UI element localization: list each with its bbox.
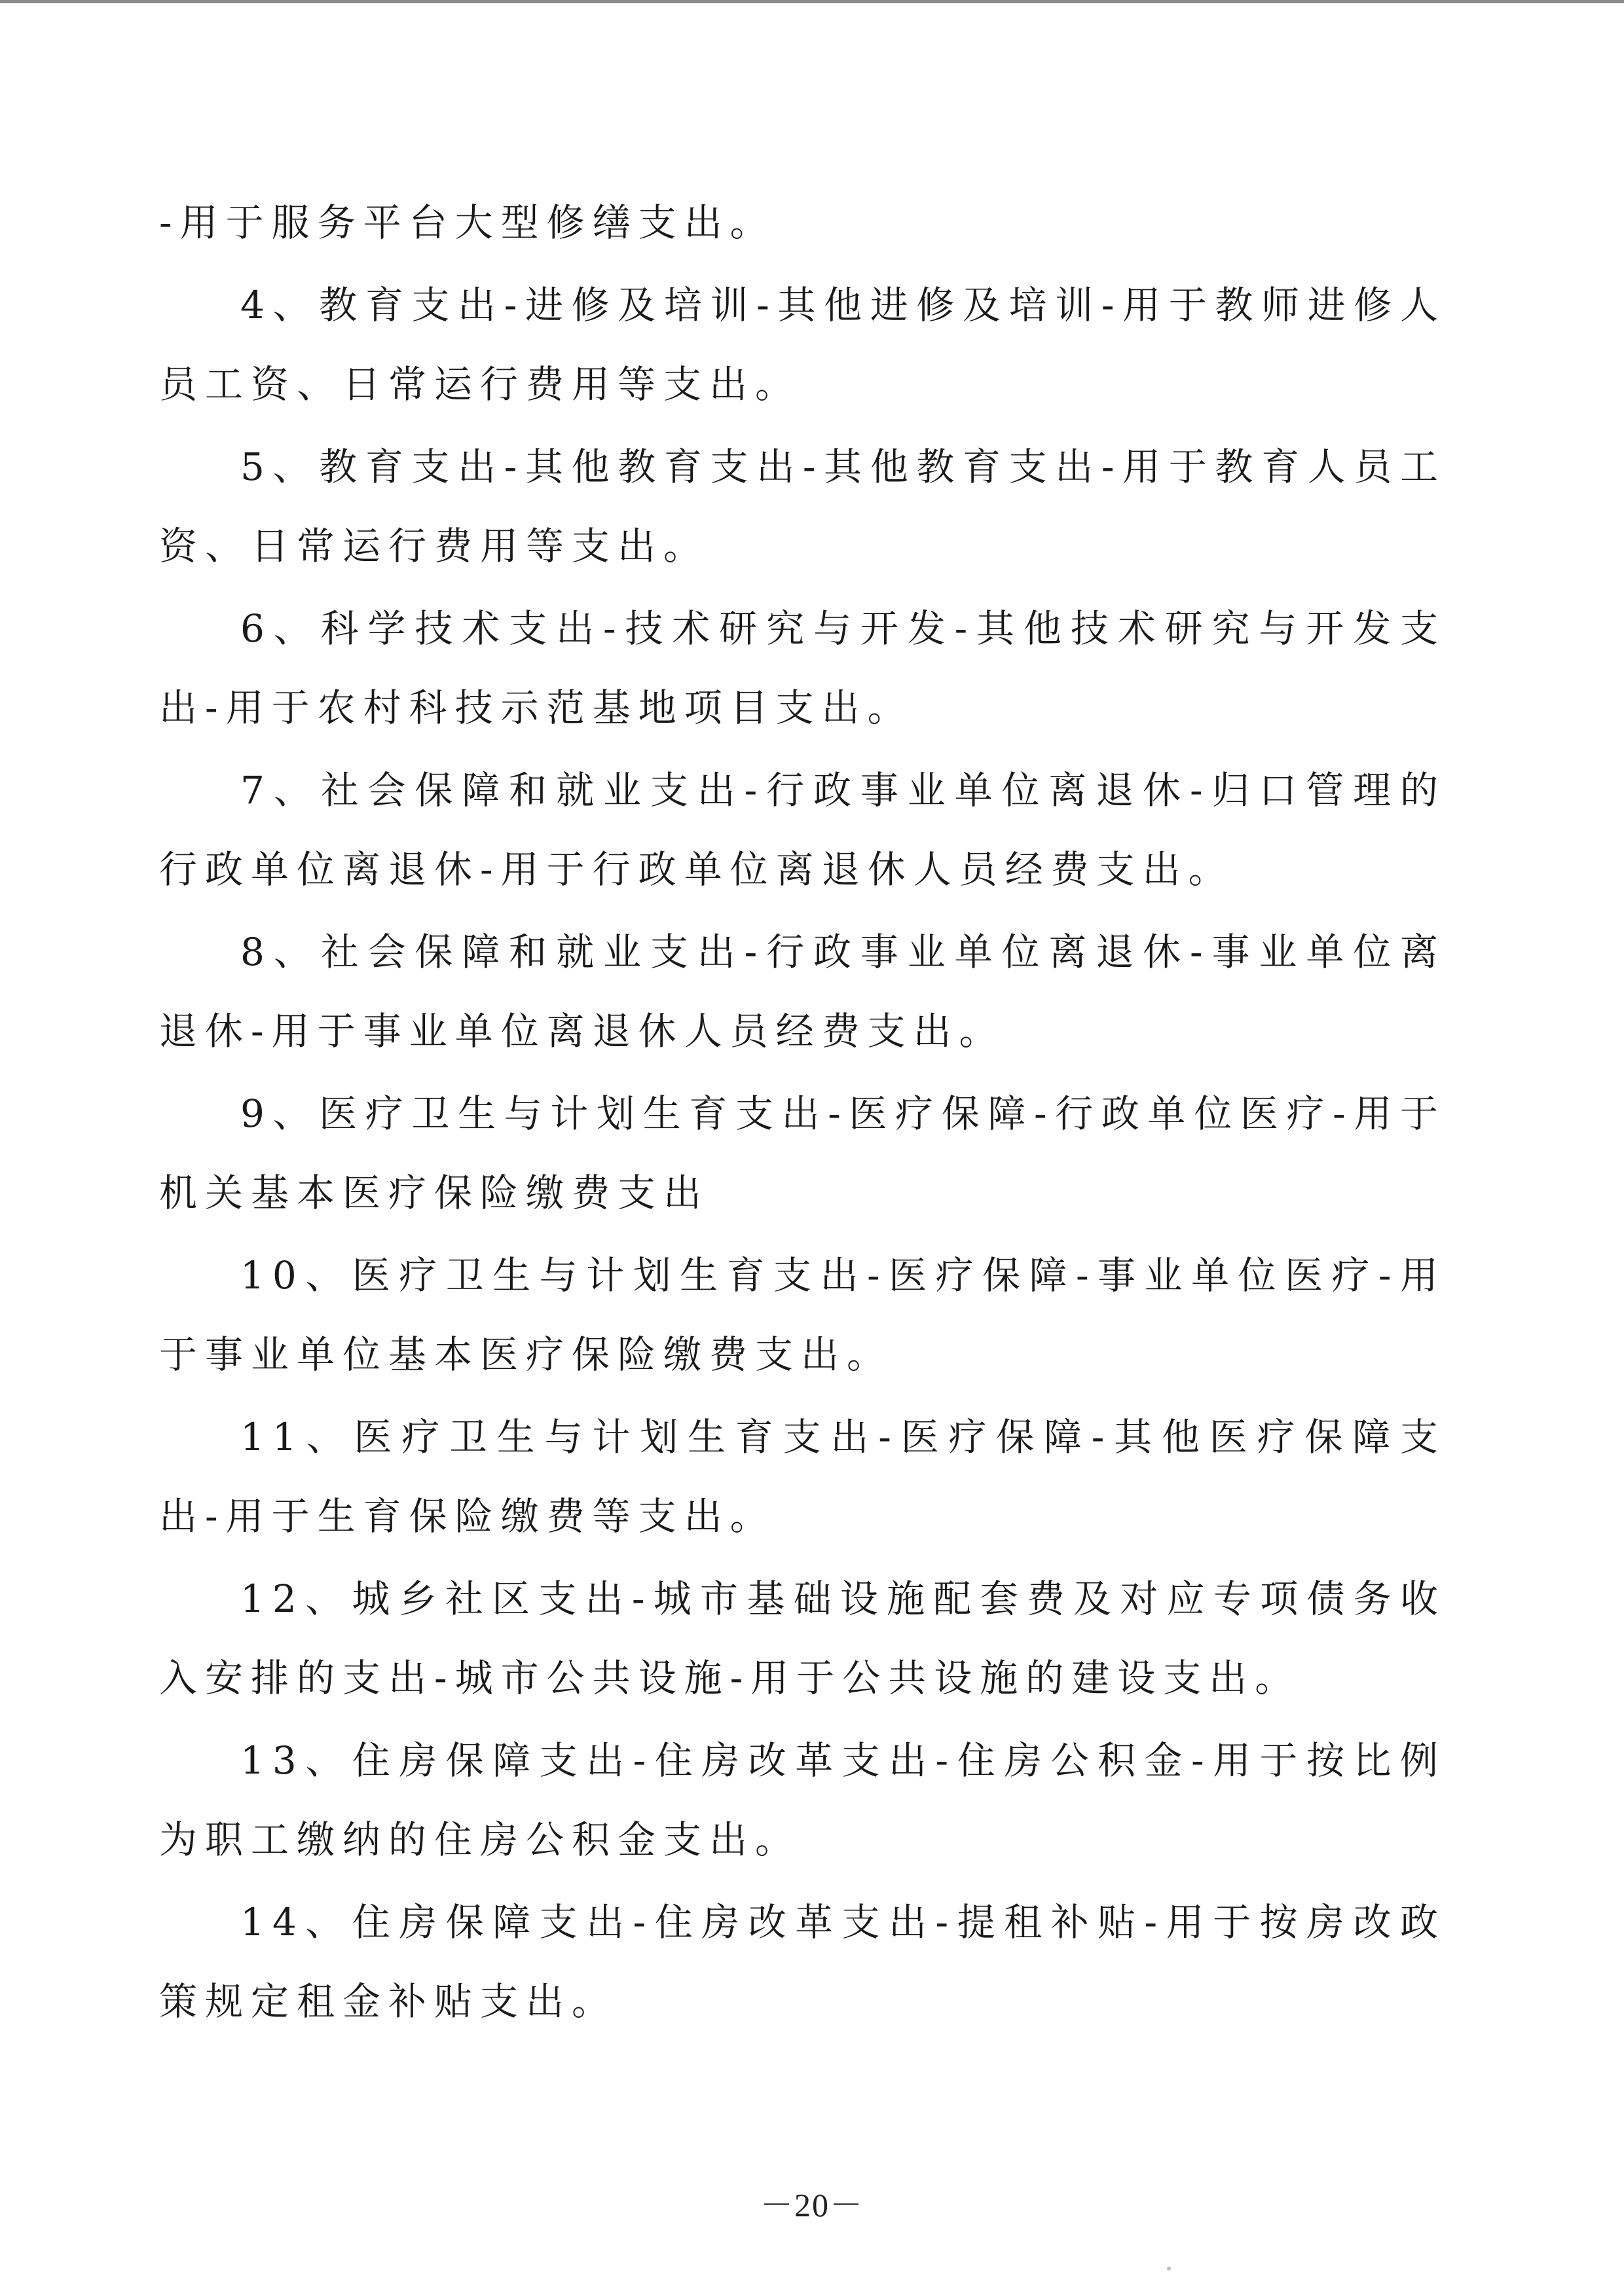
paragraph-item-9: 9、医疗卫生与计划生育支出-医疗保障-行政单位医疗-用于机关基本医疗保险缴费支出 [159,1091,1446,1215]
paragraph-item-13: 13、住房保障支出-住房改革支出-住房公积金-用于按比例为职工缴纳的住房公积金支出。 [159,1738,1446,1862]
page-number: －20－ [760,2187,864,2223]
paragraph-item-5: 5、教育支出-其他教育支出-其他教育支出-用于教育人员工资、日常运行费用等支出。 [159,445,1446,568]
paragraph-item-8: 8、社会保障和就业支出-行政事业单位离退休-事业单位离退休-用于事业单位离退休人员经费支出。 [159,930,1446,1053]
top-scan-border [0,0,1624,3]
document-body [159,183,1446,2045]
paragraph-item-4: 4、教育支出-进修及培训-其他进修及培训-用于教师进修人员工资、日常运行费用等支出。 [159,283,1446,407]
paragraph-item-6: 6、科学技术支出-技术研究与开发-其他技术研究与开发支出-用于农村科技示范基地项目支出。 [159,606,1446,730]
paragraph-item-12: 12、城乡社区支出-城市基础设施配套费及对应专项债务收入安排的支出-城市公共设施-用于公共设施的建设支出。 [159,1576,1446,1700]
paragraph-item-14: 14、住房保障支出-住房改革支出-提租补贴-用于按房改政策规定租金补贴支出。 [159,1900,1446,2024]
paragraph-item-7: 7、社会保障和就业支出-行政事业单位离退休-归口管理的行政单位离退休-用于行政单位离退休人员经费支出。 [159,768,1446,892]
paragraph-continuation: -用于服务平台大型修缮支出。 [159,200,776,245]
paragraph-item-10: 10、医疗卫生与计划生育支出-医疗保障-事业单位医疗-用于事业单位基本医疗保险缴费支出。 [159,1253,1446,1377]
scan-speck [1167,2267,1171,2270]
paragraph-item-11: 11、医疗卫生与计划生育支出-医疗保障-其他医疗保障支出-用于生育保险缴费等支出。 [159,1415,1446,1539]
